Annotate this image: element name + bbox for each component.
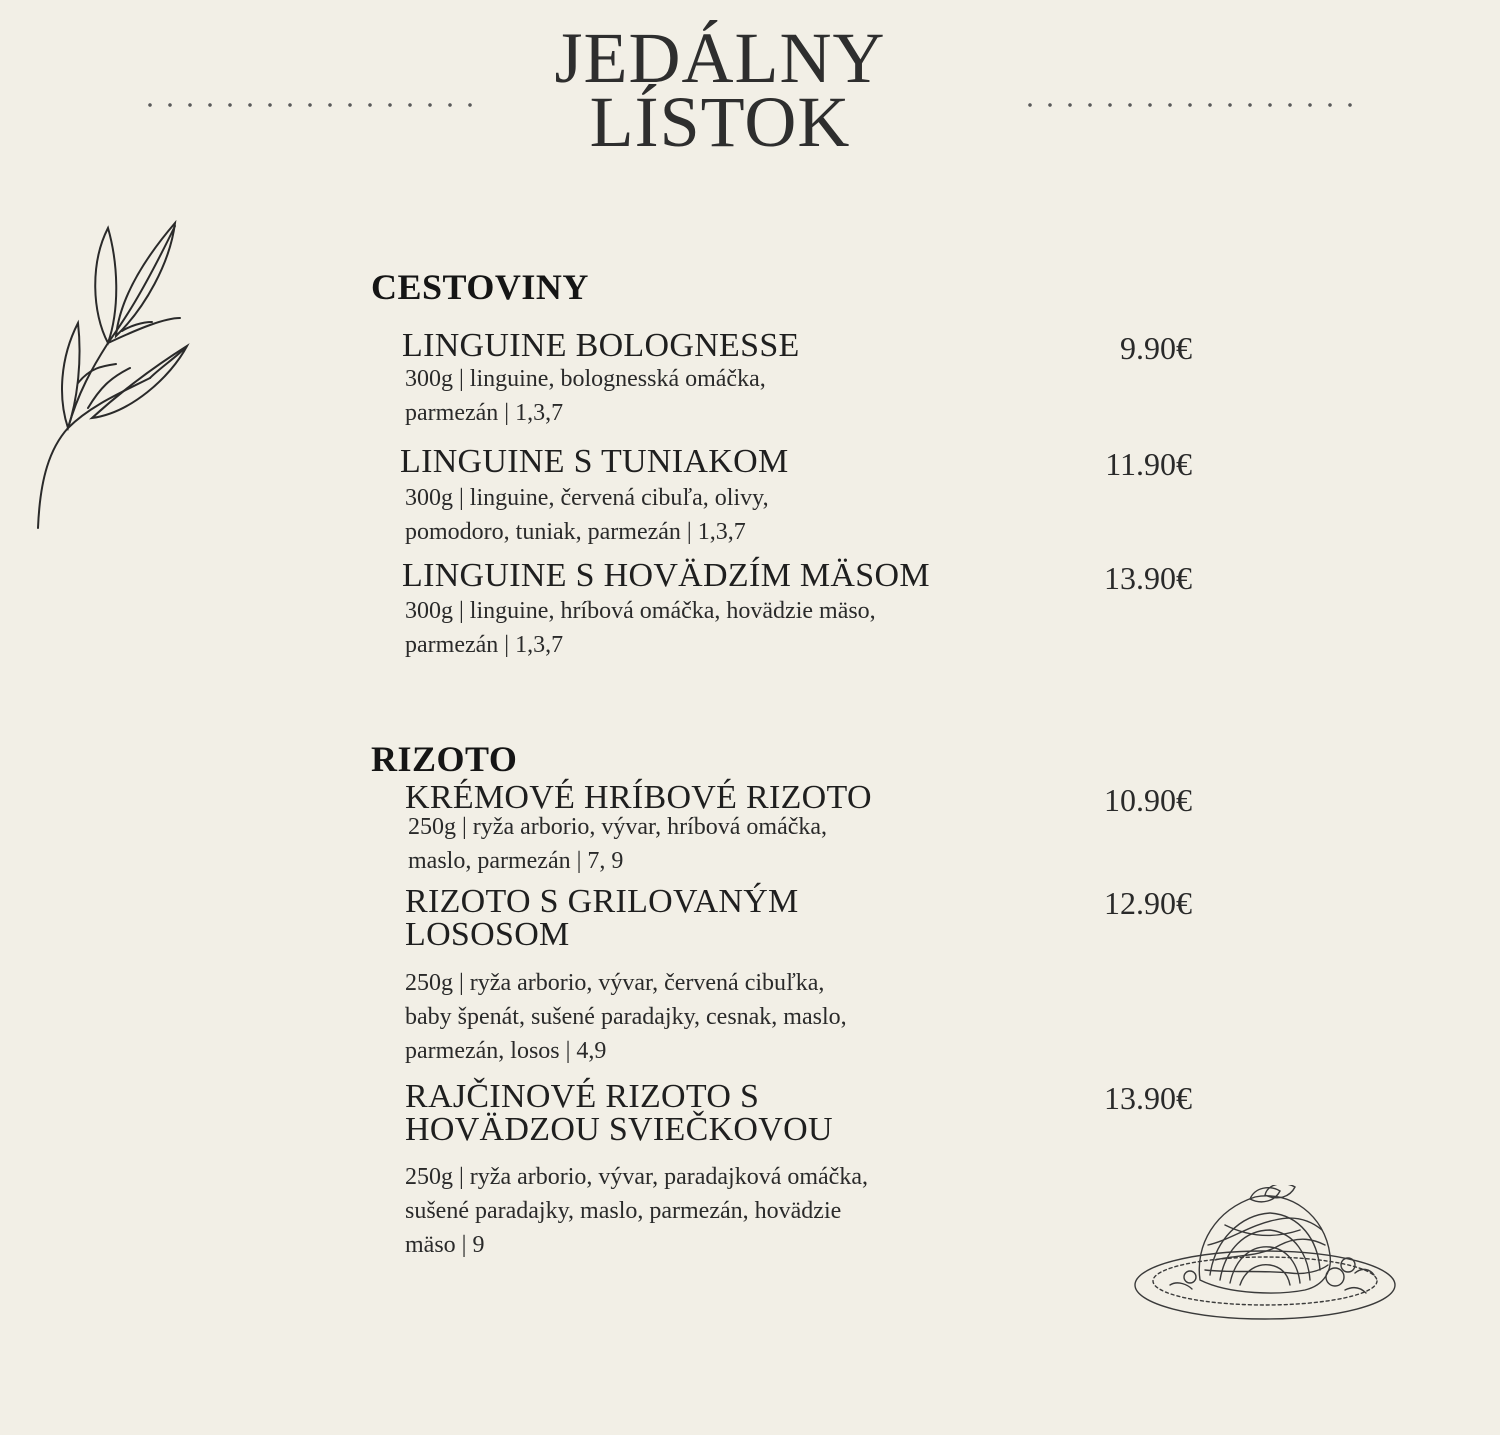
item-description-line: 250g | ryža arborio, vývar, červená cibuľka, [405,970,825,996]
item-description-line: baby špenát, sušené paradajky, cesnak, maslo, [405,1004,847,1030]
item-name: LINGUINE S HOVÄDZÍM MÄSOM [402,557,930,594]
item-price: 11.90€ [1105,446,1192,482]
section-title-rizoto: RIZOTO [371,739,518,779]
menu-title-line1: JEDÁLNY [554,18,886,98]
item-description [405,362,925,430]
item-name-line: HOVÄDZOU SVIEČKOVOU [405,1111,833,1148]
item-description-line: parmezán | 1,3,7 [405,400,564,426]
dotted-divider-right [1020,100,1355,110]
item-description-line: parmezán | 1,3,7 [405,632,564,658]
item-description [408,810,928,878]
menu-title [500,18,940,162]
item-description-line: parmezán, losos | 4,9 [405,1038,607,1064]
dotted-divider-left [140,100,475,110]
item-description-line: 300g | linguine, červená cibuľa, olivy, [405,485,769,511]
item-name [405,885,799,951]
item-name-line: RAJČINOVÉ RIZOTO S [405,1078,760,1115]
item-description-line: maslo, parmezán | 7, 9 [408,848,624,874]
item-description [405,481,925,549]
item-name [405,1080,833,1146]
item-price: 13.90€ [1104,1080,1192,1116]
item-price: 13.90€ [1104,560,1192,596]
item-price: 9.90€ [1120,330,1192,366]
item-description-line: 300g | linguine, bolognesská omáčka, [405,366,766,392]
pasta-plate-icon [1130,1185,1405,1325]
item-description [405,1160,965,1262]
item-price: 12.90€ [1104,885,1192,921]
item-description-line: 300g | linguine, hríbová omáčka, hovädzie mäso, [405,598,876,624]
item-name: LINGUINE BOLOGNESSE [402,327,800,364]
olive-branch-icon [30,218,200,538]
section-title-cestoviny: CESTOVINY [371,267,589,307]
item-name-line: LOSOSOM [405,916,570,953]
item-name-line: KRÉMOVÉ HRÍBOVÉ RIZOTO [405,779,872,816]
item-description-line: 250g | ryža arborio, vývar, paradajková omáčka, [405,1164,868,1190]
item-description-line: 250g | ryža arborio, vývar, hríbová omáčka, [408,814,828,840]
item-description-line: pomodoro, tuniak, parmezán | 1,3,7 [405,519,746,545]
item-price: 10.90€ [1104,782,1192,818]
item-description-line: sušené paradajky, maslo, parmezán, hovädzie [405,1198,842,1224]
item-description-line: mäso | 9 [405,1232,485,1258]
item-description [405,594,1005,662]
item-name: LINGUINE S TUNIAKOM [400,443,789,480]
menu-title-line2: LÍSTOK [589,82,851,162]
item-name-line: RIZOTO S GRILOVANÝM [405,883,799,920]
item-description [405,966,925,1068]
